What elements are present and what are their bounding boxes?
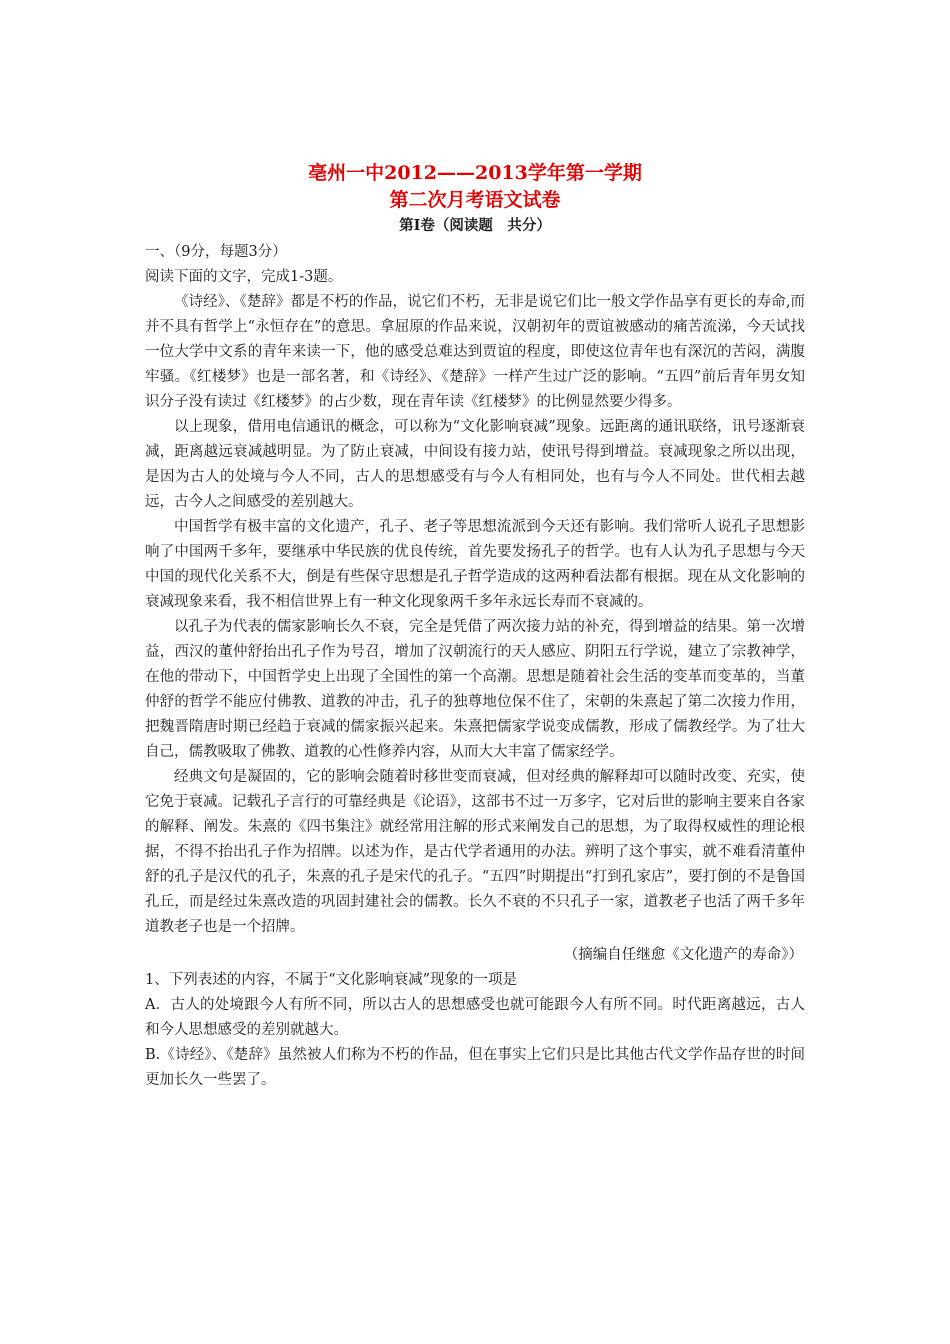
question-1-option-a: A．古人的处境跟今人有所不同，所以古人的思想感受也就可能跟今人有所不同。时代距离越远，古人和今人思想感受的差别就越大。 (145, 997, 805, 1038)
section-heading: 第Ⅰ卷（阅读题 共分） (399, 217, 551, 234)
passage-paragraph-1: 《诗经》、《楚辞》都是不朽的作品，说它们不朽，无非是说它们比一般文学作品享有更长的寿命,而并不具有哲学上“永恒存在”的意思。拿屈原的作品来说，汉朝初年的贾谊被感动的痛苦流涕，今天试找一位大学中文系的青年来读一下，他的感受总难达到贾谊的程度，即使这位青年也有深沉的苦闷，满腹牢骚。《红楼梦》也是一部名著，和《诗经》、《楚辞》一样产生过广泛的影响。“五四”前后青年男女知识分子没有读过《红楼梦》的占少数，现在青年读《红楼梦》的比例显然要少得多。 (145, 294, 805, 410)
question-1-stem: 1、下列表述的内容，不属于“文化影响衰减”现象的一项是 (145, 972, 518, 988)
passage-paragraph-4: 以孔子为代表的儒家影响长久不衰，完全是凭借了两次接力站的补充，得到增益的结果。第一次增益，西汉的董仲舒抬出孔子作为号召，增加了汉朝流行的天人感应、阴阳五行学说，建立了宗教神学，在他的带动下，中国哲学史上出现了全国性的第一个高潮。思想是随着社会生活的变革而变革的，当董仲舒的哲学不能应付佛教、道教的冲击，孔子的独尊地位保不住了，宋朝的朱熹起了第二次接力作用，把魏晋隋唐时期已经趋于衰减的儒家振兴起来。朱熹把儒家学说变成儒教，形成了儒教经学。为了壮大自己，儒教吸取了佛教、道教的心性修养内容，从而大大丰富了儒家经学。 (145, 619, 805, 760)
passage-paragraph-3: 中国哲学有极丰富的文化遗产，孔子、老子等思想流派到今天还有影响。我们常听人说孔子思想影响了中国两千多年，要继承中华民族的优良传统，首先要发扬孔子的哲学。也有人认为孔子思想与今天中国的现代化关系不大，倒是有些保守思想是孔子哲学造成的这两种看法都有根据。现在从文化影响的衰减现象来看，我不相信世界上有一种文化现象两千多年永远长寿而不衰减的。 (145, 519, 805, 610)
passage-paragraph-5: 经典文句是凝固的，它的影响会随着时移世变而衰减，但对经典的解释却可以随时改变、充实，使它免于衰减。记载孔子言行的可靠经典是《论语》，这部书不过一万多字，它对后世的影响主要来自各家的解释、阐发。朱熹的《四书集注》就经常用注解的形式来阐发自己的思想，为了取得权威性的理论根据，不得不抬出孔子作为招牌。以述为作，是古代学者通用的办法。辨明了这个事实，就不难看清董仲舒的孔子是汉代的孔子，朱熹的孔子是宋代的孔子。“五四”时期提出“打到孔家店”，要打倒的不是鲁国孔丘，而是经过朱熹改造的巩固封建社会的儒教。长久不衰的不只孔子一家，道教老子也活了两千多年道教老子也是一个招牌。 (145, 769, 805, 935)
passage-source: （摘编自任继愈《文化遗产的寿命》） (563, 947, 803, 963)
passage-paragraph-2: 以上现象，借用电信通讯的概念，可以称为“文化影响衰减”现象。远距离的通讯联络，讯号逐渐衰减，距离越远衰减越明显。为了防止衰减，中间设有接力站，使讯号得到增益。衰减现象之所以出现，是因为古人的处境与今人不同，古人的思想感受有与今人有相同处，也有与今人不同处。世代相去越远，古今人之间感受的差别越大。 (145, 419, 805, 510)
exam-title-line1: 亳州一中2012——2013学年第一学期 (308, 162, 642, 184)
exam-title-line2: 第二次月考语文试卷 (389, 189, 561, 211)
question-1-option-b: B.《诗经》、《楚辞》虽然被人们称为不朽的作品，但在事实上它们只是比其他古代文学作品存世的时间更加长久一些罢了。 (145, 1047, 805, 1088)
reading-instruction: 阅读下面的文字，完成1-3题。 (145, 269, 343, 285)
part-heading: 一、（9分，每题3分） (145, 244, 287, 260)
exam-page (145, 160, 805, 1093)
